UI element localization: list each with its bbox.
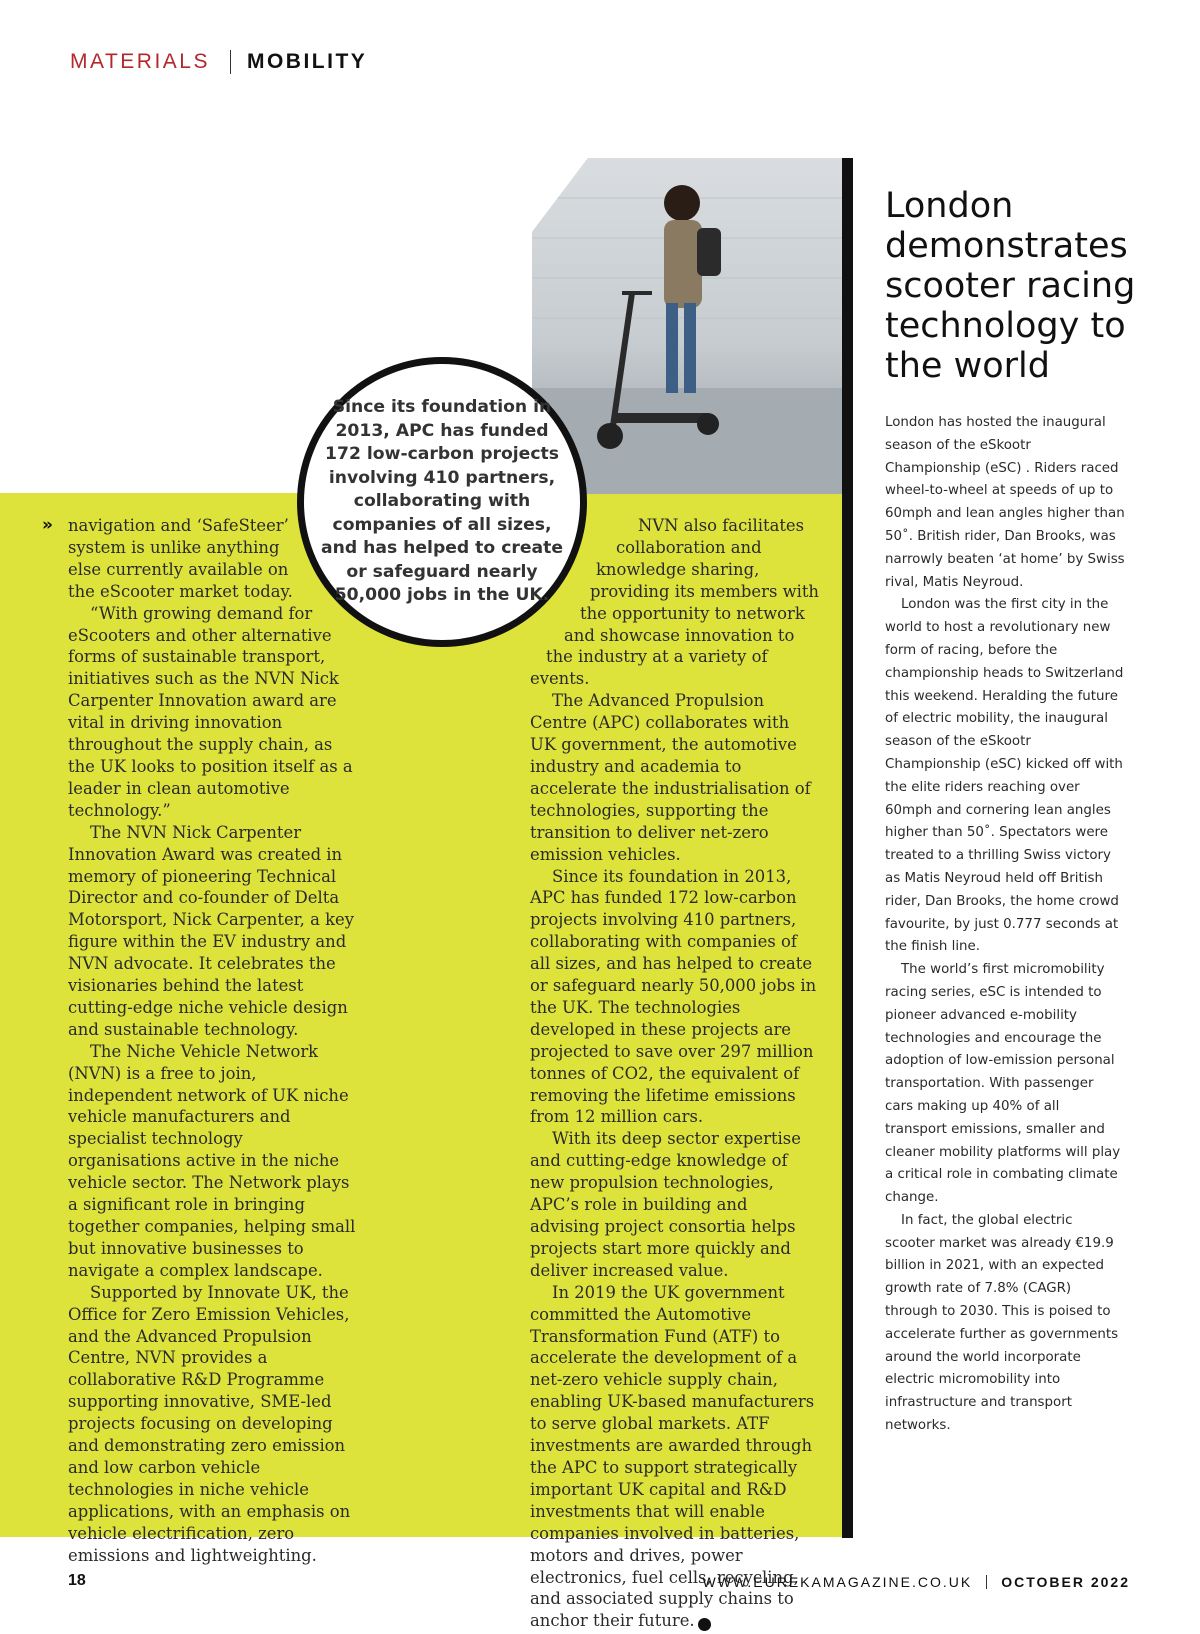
sidebar-paragraph: London has hosted the inaugural season of the eSkootr Championship (eSC) . Riders raced wheel-to-wheel at speeds of up to 60mph and lean angles higher than 50˚. British rider, Dan Brooks, was narrowly beaten ‘at home’ by Swiss rival, Matis Neyroud. (885, 415, 1125, 590)
body-paragraph: Since its foundation in 2013, APC has funded 172 low-carbon projects involving 410 partners, collaborating with companies of all sizes, and has helped to create or safeguard nearly 50,000 jobs in the UK. The technologies developed in these projects are projected to save over 297 million tonnes of CO2, the equivalent of removing the lifetime emissions from 12 million cars. (530, 866, 817, 1127)
pullquote-circle (297, 357, 587, 647)
body-column-1 (68, 515, 358, 1567)
body-paragraph: The Advanced Propulsion Centre (APC) collaborates with UK government, the automotive industry and academia to accelerate the industrialisation of technologies, supporting the transition to deliver net-zero emission vehicles. (530, 691, 811, 864)
sidebar-title: London demonstrates scooter racing technology to the world (885, 186, 1136, 386)
body-paragraph: The NVN Nick Carpenter Innovation Award was created in memory of pioneering Technical Director and co-founder of Delta Motorsport, Nick Carpenter, a key figure within the EV industry and NVN advocate. It celebrates the visionaries behind the latest cutting-edge niche vehicle design and sustainable technology. (68, 822, 354, 1039)
footer-divider (986, 1575, 987, 1589)
sidebar-paragraph: London was the first city in the world to host a revolutionary new form of racing, before the championship heads to Switzerland this weekend. Heralding the future of electric mobility, the inaugural season of the eSkootr Championship (eSC) kicked off with the elite riders reaching over 60mph and cornering lean angles higher than 50˚. Spectators were treated to a thrilling Swiss victory as Matis Neyroud held off British rider, Dan Brooks, the home crowd favourite, by just 0.777 seconds at the finish line. (885, 597, 1124, 955)
continuation-icon: » (42, 515, 53, 535)
website-link[interactable]: WWW.EUREKAMAGAZINE.CO.UK (702, 1574, 973, 1590)
sidebar-paragraph: In fact, the global electric scooter market was already €19.9 billion in 2021, with an expected growth rate of 7.8% (CAGR) through to 2030. This is poised to accelerate further as governments around the world incorporate electric micromobility into infrastructure and transport networks. (885, 1212, 1119, 1434)
header-divider (230, 50, 231, 74)
body-paragraph-text: In 2019 the UK government committed the Automotive Transformation Fund (ATF) to accelerate the development of a net-zero vehicle supply chain, enabling UK-based manufacturers to serve global markets. ATF investments are awarded through the APC to support strategically important UK capital and R&D investments that will enable companies involved in batteries, motors and drives, power electronics, fuel cells, recycling, and associated supply chains to anchor their future. (530, 1282, 815, 1631)
sidebar-paragraph: The world’s first micromobility racing series, eSC is intended to pioneer advanced e-mobility technologies and encourage the adoption of low-emission personal transportation. With passenger cars making up 40% of all transport emissions, smaller and cleaner mobility platforms will play a critical role in combating climate change. (885, 962, 1121, 1206)
body-paragraph: Supported by Innovate UK, the Office for Zero Emission Vehicles, and the Advanced Propulsion Centre, NVN provides a collaborative R&D Programme supporting innovative, SME-led projects focusing on developing and demonstrating zero emission and low carbon vehicle technologies in niche vehicle applications, with an emphasis on vehicle electrification, zero emissions and lightweighting. (68, 1282, 351, 1565)
topic-label: MOBILITY (246, 50, 368, 73)
page-number: 18 (68, 1572, 86, 1589)
body-column-2 (530, 515, 820, 1632)
scooter-photo (532, 158, 842, 494)
end-of-article-icon: ! (698, 1618, 711, 1631)
body-paragraph: The Niche Vehicle Network (NVN) is a free to join, independent network of UK niche vehicle manufacturers and specialist technology organisations active in the niche vehicle sector. The Network plays a significant role in bringing together companies, helping small but innovative businesses to navigate a complex landscape. (68, 1041, 356, 1280)
scooter-rider-illustration (532, 158, 842, 494)
body-paragraph: With its deep sector expertise and cutting-edge knowledge of new propulsion technologies, APC’s role in building and advising project consortia helps projects start more quickly and deliver increased value. (530, 1129, 801, 1280)
body-paragraph: “With growing demand for eScooters and other alternative forms of sustainable transport, initiatives such as the NVN Nick Carpenter Innovation award are vital in driving innovation throughout the supply chain, as the UK looks to position itself as a leader in clean automotive technology.” (68, 603, 353, 820)
section-label: MATERIALS (70, 50, 210, 73)
body-paragraph: NVN also facilitates collaboration and knowledge sharing, providing its members with the opportunity to network and showcase innovation to the industry at a variety of events. (530, 516, 819, 689)
sidebar-divider (842, 158, 853, 1538)
body-paragraph: navigation and ‘SafeSteer’ system is unlike anything else currently available on the eScooter market today. (68, 516, 293, 601)
page-footer (703, 1574, 1130, 1590)
wrap-spacer (530, 625, 546, 647)
pullquote-text: Since its foundation in 2013, APC has funded 172 low-carbon projects involving 410 partners, collaborating with companies of all sizes, and has helped to create or safeguard nearly 50,000 jobs in the UK. (320, 397, 563, 606)
sidebar-body (885, 412, 1125, 1438)
issue-date: OCTOBER 2022 (1001, 1574, 1130, 1590)
page-header (70, 50, 367, 74)
